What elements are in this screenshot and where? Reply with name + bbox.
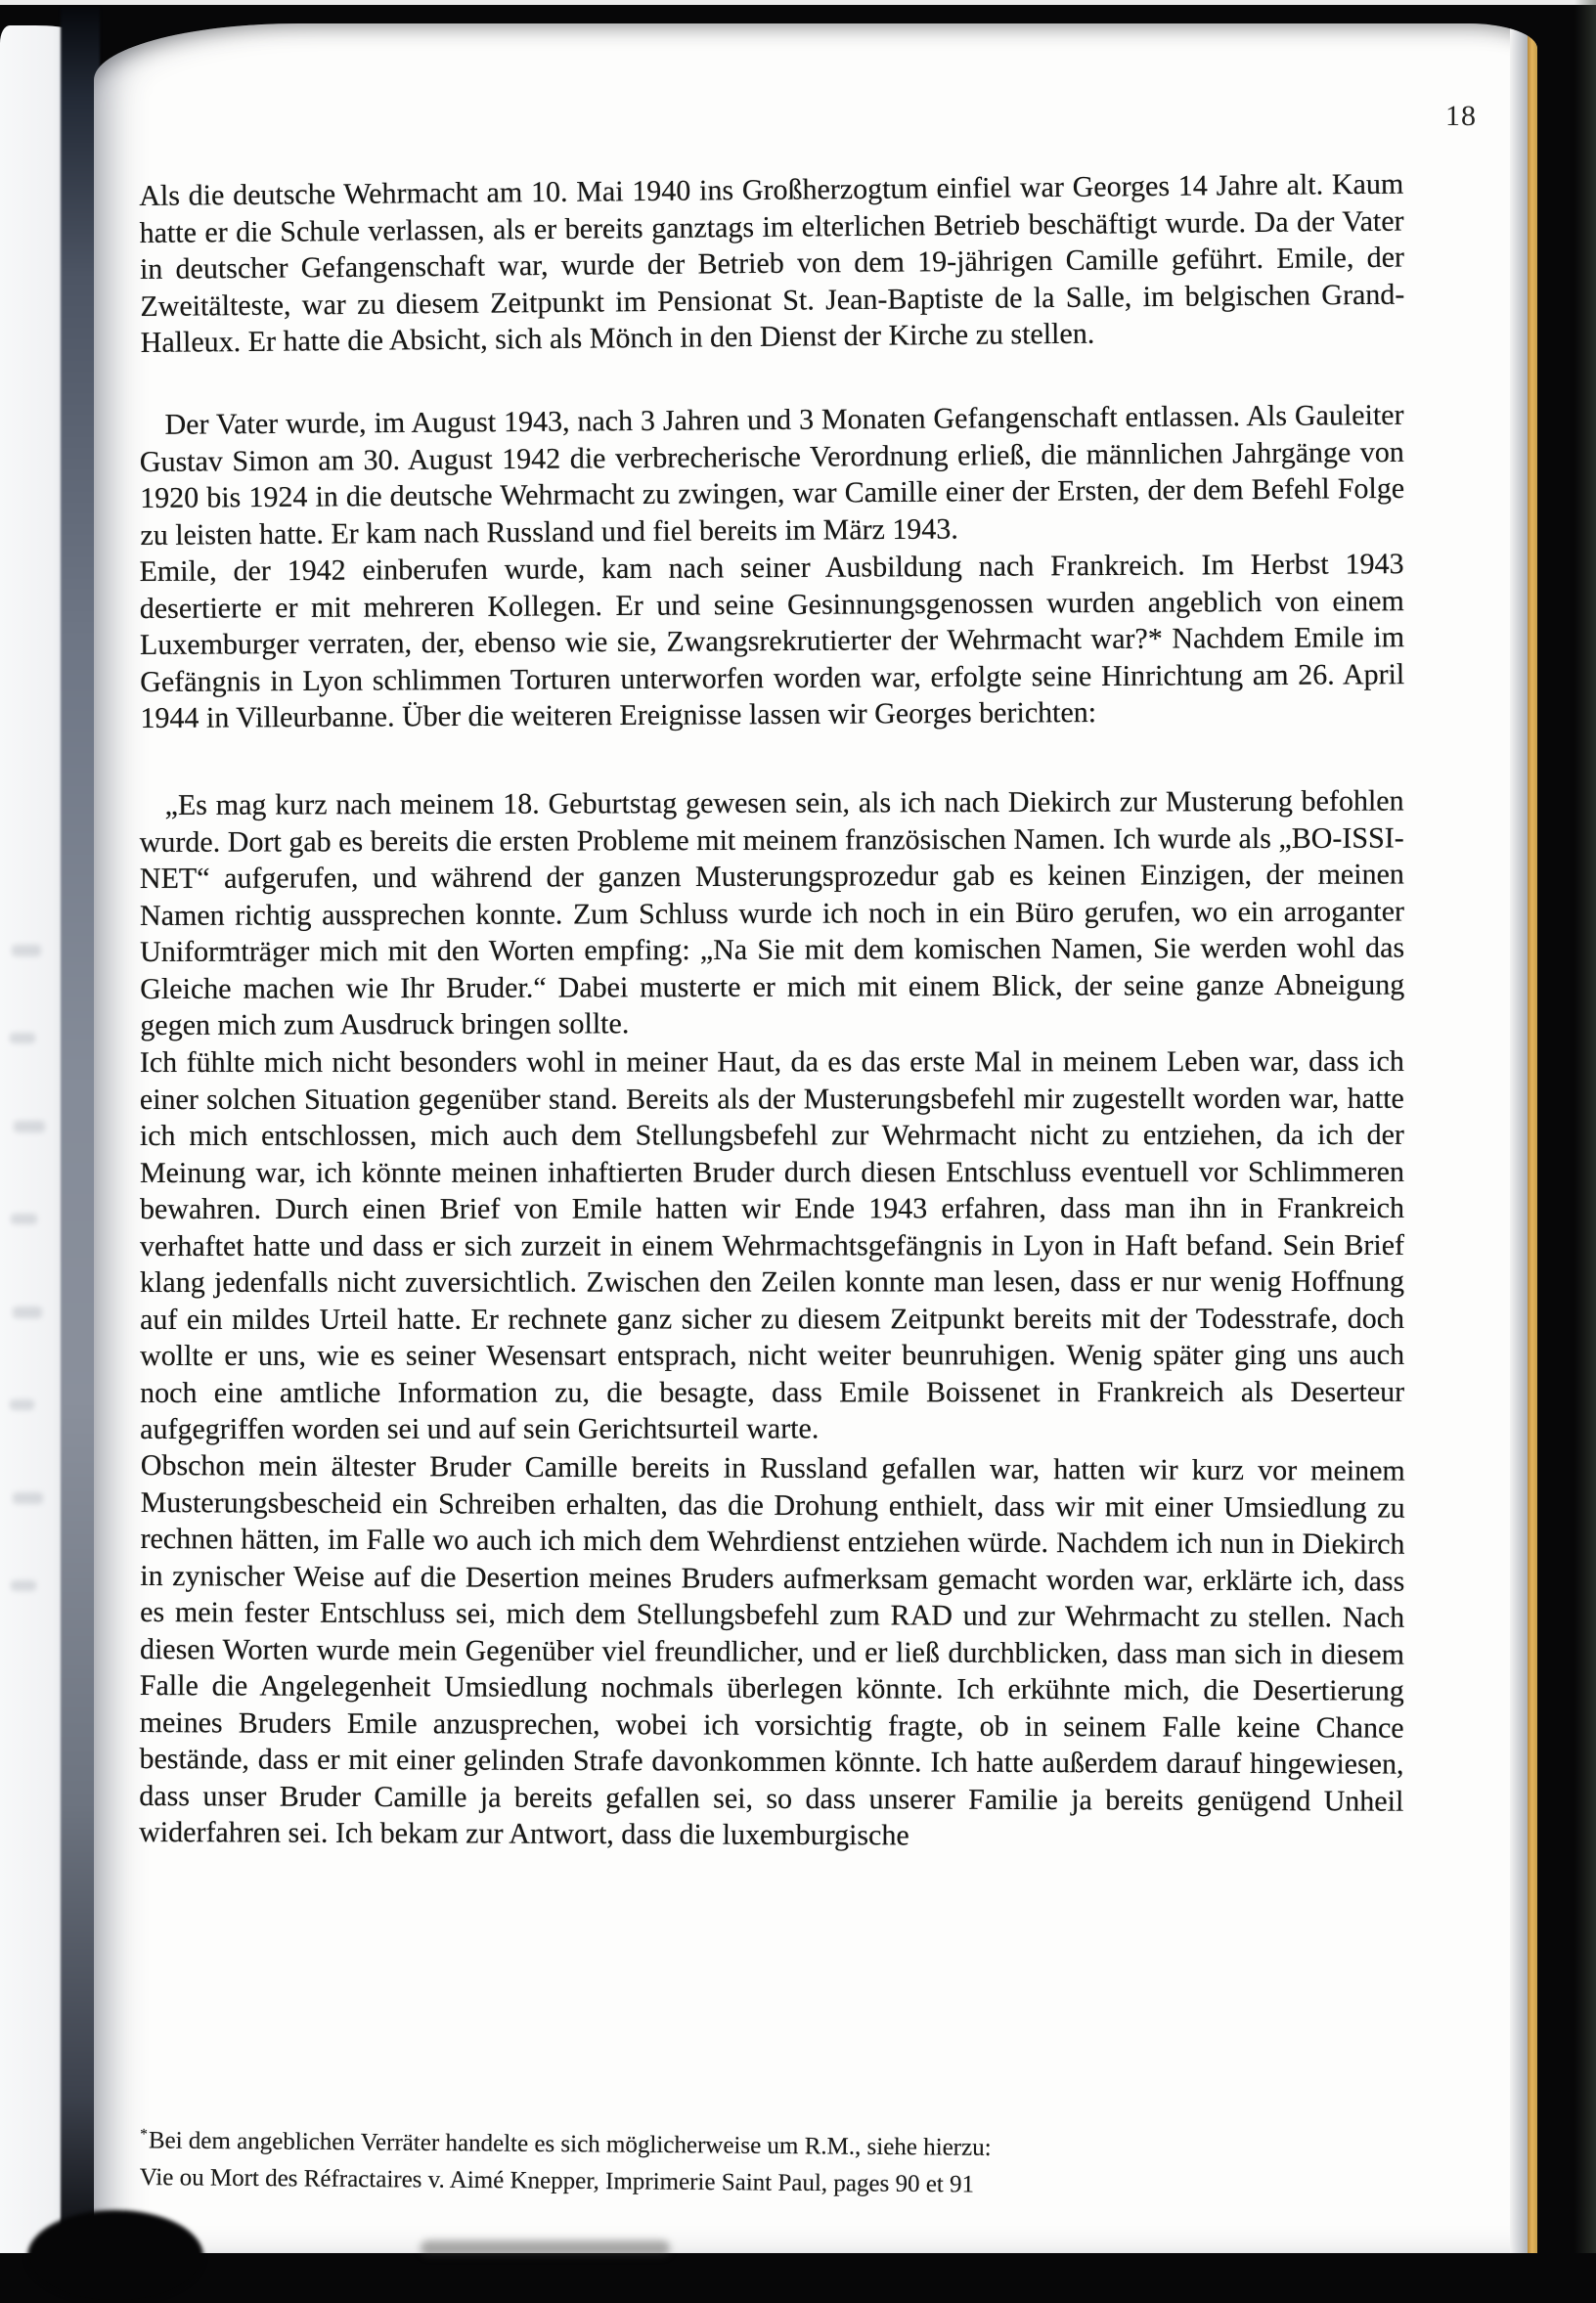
footnote-marker: * (140, 2126, 149, 2144)
ink-bleed-mark (13, 1307, 42, 1318)
ink-bleed-mark (14, 1121, 45, 1132)
scan-right-shadow (1574, 0, 1596, 2253)
ink-bleed-mark (10, 1399, 34, 1410)
book-page (94, 23, 1537, 2253)
body-paragraph: Emile, der 1942 einberufen wurde, kam nach seiner Ausbildung nach Frankreich. Im Herbst 1943 desertierte er mit mehreren Kollegen. Er und seine Gesinnungsgenossen wurden angeblich von einem Luxemburger verraten, der, ebenso wie sie, Zwangsrekrutierter der Wehrmacht war?* Nachdem Emile im Gefängnis in Lyon schlimmen Torturen unterworfen worden war, erfolgte seine Hinrichtung am 26. April 1944 in Villeurbanne. Über die weiteren Ereignisse lassen wir Georges berichten: (139, 547, 1405, 734)
ink-bleed-mark (10, 1033, 35, 1043)
body-paragraph: Der Vater wurde, im August 1943, nach 3 Jahren und 3 Monaten Gefangenschaft entlassen. Als Gauleiter Gustav Simon am 30. August 1942 die verbrecherische Verordnung erließ, die männlichen Jahrgänge von 1920 bis 1924 in die deutsche Wehrmacht zu zwingen, war Camille einer der Ersten, der dem Befehl Folge zu leisten hatte. Er kam nach Russland und fiel bereits im März 1943. (139, 398, 1405, 551)
page-edge-stack (1510, 23, 1528, 2253)
page-number: 18 (1445, 100, 1477, 132)
body-paragraph: Obschon mein ältester Bruder Camille bereits in Russland gefallen war, hatten wir kurz vor meinem Musterungsbescheid ein Schreiben erhalten, das die Drohung enthielt, dass wir mit einer Umsiedlung zu rechnen hätten, im Falle wo auch ich mich dem Wehrdienst entziehen würde. Nachdem ich nun in Diekirch in zynischer Weise auf die Desertion meines Bruders aufmerksam gemacht worden war, erklärte ich, dass es mein fester Entschluss sei, mich dem Stellungsbefehl zum RAD und zur Wehrmacht zu stellen. Nach diesen Worten wurde mein Gegenüber viel freundlicher, und er ließ durchblicken, dass man sich in diesem Falle die Angelegenheit Umsiedlung nochmals überlegen könnte. Ich erkühnte mich, die Desertierung meines Bruders Emile anzusprechen, wobei ich vorsichtig fragte, ob in seinem Falle keine Chance bestände, dass er mit einer gelinden Strafe davonkommen könnte. Ich hatte außerdem darauf hingewiesen, dass unser Bruder Camille ja bereits gefallen sei, so dass unserer Familie ja bereits genügend Unheil widerfahren sei. Ich bekam zur Antwort, dass die luxemburgische (139, 1449, 1405, 1852)
page-text-block (139, 167, 1405, 1852)
ink-bleed-mark (11, 1580, 36, 1591)
footnote (140, 2116, 1314, 2207)
ink-bleed-mark (12, 945, 41, 956)
footnote-line: Vie ou Mort des Réfractaires v. Aimé Knepper, Imprimerie Saint Paul, pages 90 et 91 (139, 2164, 975, 2198)
body-paragraph: Ich fühlte mich nicht besonders wohl in meiner Haut, da es das erste Mal in meinem Leben war, dass ich einer solchen Situation gegenüber stand. Bereits als der Musterungsbefehl mir zugestellt worden war, hatte ich mich entschlossen, mich auch dem Stellungsbefehl zur Wehrmacht nicht zu entziehen, da ich der Meinung war, ich könnte meinen inhaftierten Bruder durch diesen Entschluss eventuell vor Schlimmeren bewahren. Durch einen Brief von Emile hatten wir Ende 1943 erfahren, dass man ihn in Frankreich verhaftet hatte und dass er sich zurzeit in einem Wehrmachtsgefängnis in Lyon in Haft befand. Sein Brief klang jedenfalls nicht zuversichtlich. Zwischen den Zeilen konnte man lesen, dass er nur wenig Hoffnung auf ein mildes Urteil hatte. Er rechnete ganz sicher zu diesem Zeitpunkt bereits mit der Todesstrafe, doch wollte er uns, wie es seiner Wesensart entsprach, nicht weiter beunruhigen. Wenig später ging uns auch noch eine amtliche Information zu, die besagte, dass Emile Boissenet in Frankreich als Deserteur aufgegriffen worden sei und auf sein Gerichtsurteil warte. (139, 1044, 1405, 1445)
footnote-text: Bei dem angeblichen Verräter handelte es sich möglicherweise um R.M., siehe hierzu: (148, 2127, 992, 2161)
ink-bleed-mark (13, 1492, 43, 1504)
page-edge-gilt (1528, 23, 1537, 2253)
body-paragraph: Als die deutsche Wehrmacht am 10. Mai 1940 ins Großherzogtum einfiel war Georges 14 Jahre alt. Kaum hatte er die Schule verlassen, als er bereits ganztags im elterlichen Betrieb beschäftigt wurde. Da der Vater in deutscher Gefangenschaft war, wurde der Betrieb von dem 19-jährigen Camille geführt. Emile, der Zweitälteste, war zu diesem Zeitpunkt im Pensionat St. Jean-Baptiste de la Salle, im belgischen Grand-Halleux. Er hatte die Absicht, sich als Mönch in den Dienst der Kirche zu stellen. (139, 167, 1405, 359)
scan-bottom-smudge (421, 2240, 670, 2256)
scan-bottom-left-shadow (27, 2210, 203, 2303)
ink-bleed-mark (11, 1214, 37, 1224)
body-paragraph: „Es mag kurz nach meinem 18. Geburtstag gewesen sein, als ich nach Diekirch zur Musterung befohlen wurde. Dort gab es bereits die ersten Probleme mit meinem französischen Namen. Ich wurde als „BO-ISSI-NET“ aufgerufen, und während der ganzen Musterungsprozedur gab es keinen Einzigen, der meinen Namen richtig aussprechen konnte. Zum Schluss wurde ich noch in ein Büro gerufen, wo ein arroganter Uniformträger mich mit den Worten empfing: „Na Sie mit dem komischen Namen, Sie werden wohl das Gleiche machen wie Ihr Bruder.“ Dabei musterte er mich mit einem Blick, der seine ganze Abneigung gegen mich zum Ausdruck bringen sollte. (139, 784, 1405, 1041)
scanner-edge-sliver (0, 0, 1596, 5)
